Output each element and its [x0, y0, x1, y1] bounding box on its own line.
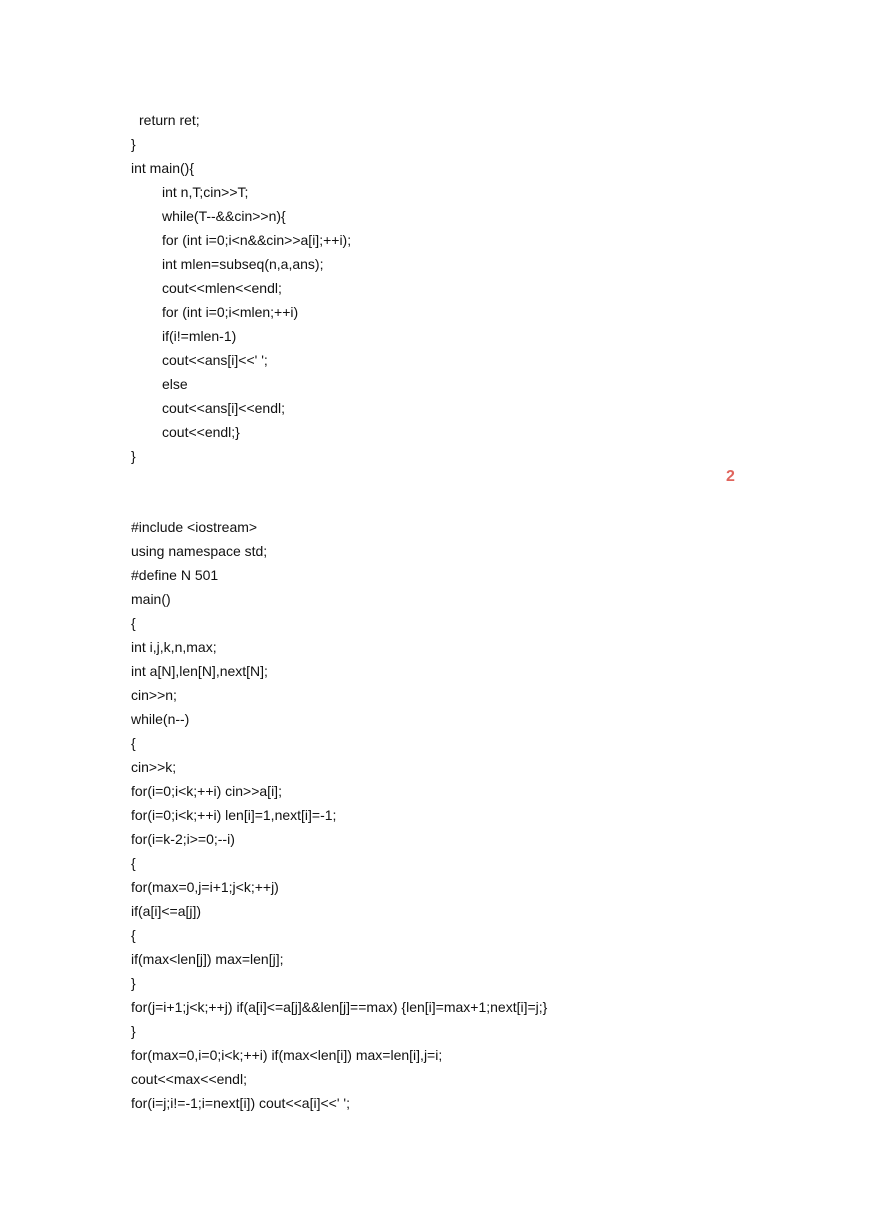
code-line: for(i=0;i<k;++i) len[i]=1,next[i]=-1;: [131, 807, 337, 823]
code-line: if(a[i]<=a[j]): [131, 903, 202, 919]
code-line: for (int i=0;i<n&&cin>>a[i];++i);: [162, 232, 352, 248]
code-line: if(max<len[j]) max=len[j];: [131, 951, 284, 967]
code-line: cout<<ans[i]<<endl;: [162, 400, 285, 416]
code-line: for(j=i+1;j<k;++j) if(a[i]<=a[j]&&len[j]==max) {len[i]=max+1;next[i]=j;}: [131, 999, 548, 1015]
code-line: int a[N],len[N],next[N];: [131, 663, 268, 679]
code-line: }: [131, 448, 136, 464]
code-line: using namespace std;: [131, 543, 268, 559]
code-line: for(max=0,j=i+1;j<k;++j): [131, 879, 279, 895]
code-line: if(i!=mlen-1): [162, 328, 237, 344]
code-line: else: [162, 376, 188, 392]
code-line: while(n--): [131, 711, 190, 727]
code-line: }: [131, 975, 136, 991]
code-line: {: [131, 735, 136, 751]
code-line: cin>>k;: [131, 759, 177, 775]
code-line: }: [131, 1023, 136, 1039]
code-block-continued: [131, 108, 811, 468]
code-line: for(i=k-2;i>=0;--i): [131, 831, 235, 847]
code-line: int main(){: [131, 160, 195, 176]
code-line: int mlen=subseq(n,a,ans);: [162, 256, 324, 272]
code-line: cout<<mlen<<endl;: [162, 280, 282, 296]
code-line: #include <iostream>: [131, 519, 258, 535]
code-line: }: [131, 136, 136, 152]
code-line: for (int i=0;i<mlen;++i): [162, 304, 299, 320]
code-line: {: [131, 927, 136, 943]
code-line: cout<<endl;}: [162, 424, 240, 440]
code-line: #define N 501: [131, 567, 219, 583]
code-line: for(max=0,i=0;i<k;++i) if(max<len[i]) max=len[i],j=i;: [131, 1047, 443, 1063]
code-block-solution: [131, 515, 811, 1115]
code-line: main(): [131, 591, 171, 607]
page-number-marker: 2: [726, 468, 735, 485]
code-line: return ret;: [139, 112, 200, 128]
code-line: cin>>n;: [131, 687, 177, 703]
code-line: cout<<ans[i]<<' ';: [162, 352, 268, 368]
code-line: cout<<max<<endl;: [131, 1071, 247, 1087]
code-line: int n,T;cin>>T;: [162, 184, 249, 200]
code-line: for(i=0;i<k;++i) cin>>a[i];: [131, 783, 282, 799]
code-line: for(i=j;i!=-1;i=next[i]) cout<<a[i]<<' ';: [131, 1095, 350, 1111]
code-line: {: [131, 855, 136, 871]
code-line: while(T--&&cin>>n){: [162, 208, 286, 224]
code-line: int i,j,k,n,max;: [131, 639, 217, 655]
code-line: {: [131, 615, 136, 631]
